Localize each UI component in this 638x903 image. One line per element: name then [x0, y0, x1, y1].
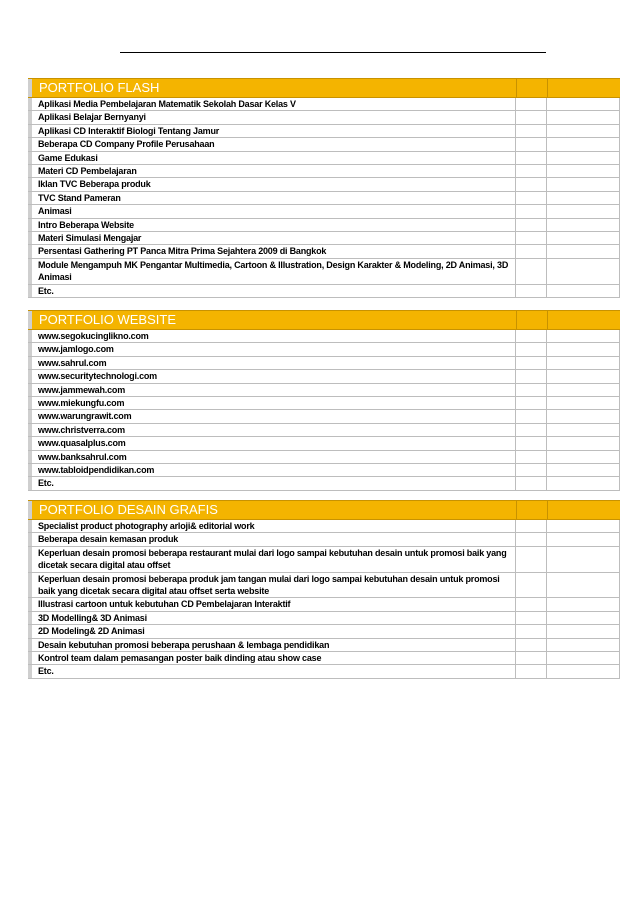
empty-cell: [547, 357, 619, 369]
table-row: [28, 665, 619, 678]
table-row: [28, 477, 619, 490]
empty-cell: [547, 232, 619, 244]
header-empty-cell: [547, 501, 620, 519]
table-row: [28, 370, 619, 383]
table-row: [28, 612, 619, 625]
top-divider-line: [120, 52, 546, 53]
portfolio-item: Intro Beberapa Website: [28, 219, 516, 231]
table-row: [28, 165, 619, 178]
section-portfolio-flash: [28, 78, 620, 298]
portfolio-item: www.securitytechnologi.com: [28, 370, 516, 382]
portfolio-item: 3D Modelling& 3D Animasi: [28, 612, 516, 624]
table-row: [28, 192, 619, 205]
table-row: [28, 219, 619, 232]
empty-cell: [547, 205, 619, 217]
portfolio-item: Etc.: [28, 477, 516, 489]
empty-cell: [547, 437, 619, 449]
empty-cell: [547, 111, 619, 123]
section-portfolio-desain-grafis: [28, 500, 620, 679]
portfolio-item: Animasi: [28, 205, 516, 217]
portfolio-item: Illustrasi cartoon untuk kebutuhan CD Pembelajaran Interaktif: [28, 598, 516, 610]
portfolio-item: www.miekungfu.com: [28, 397, 516, 409]
empty-cell: [516, 138, 547, 150]
portfolio-item: Keperluan desain promosi beberapa produk jam tangan mulai dari logo sampai kebutuhan desain untuk promosi baik yang dicetak secara digital atau offset serta website: [28, 573, 516, 598]
empty-cell: [516, 245, 547, 257]
empty-cell: [547, 245, 619, 257]
section-portfolio-website: [28, 310, 620, 491]
table-row: [28, 330, 619, 343]
table-row: [28, 639, 619, 652]
empty-cell: [547, 397, 619, 409]
table-row: [28, 424, 619, 437]
table-row: [28, 343, 619, 356]
empty-cell: [547, 370, 619, 382]
header-empty-cell: [516, 79, 547, 97]
portfolio-item: Iklan TVC Beberapa produk: [28, 178, 516, 190]
empty-cell: [516, 232, 547, 244]
empty-cell: [547, 330, 619, 342]
empty-cell: [547, 451, 619, 463]
empty-cell: [547, 343, 619, 355]
section-table: [28, 98, 620, 298]
table-row: [28, 437, 619, 450]
portfolio-item: Beberapa CD Company Profile Perusahaan: [28, 138, 516, 150]
empty-cell: [547, 477, 619, 489]
empty-cell: [547, 219, 619, 231]
table-row: [28, 125, 619, 138]
empty-cell: [516, 451, 547, 463]
empty-cell: [516, 111, 547, 123]
table-row: [28, 397, 619, 410]
empty-cell: [516, 370, 547, 382]
empty-cell: [547, 165, 619, 177]
portfolio-item: Aplikasi Belajar Bernyanyi: [28, 111, 516, 123]
section-header: [28, 500, 620, 520]
empty-cell: [547, 285, 619, 297]
portfolio-item: Etc.: [28, 665, 516, 677]
empty-cell: [516, 219, 547, 231]
empty-cell: [516, 178, 547, 190]
table-row: [28, 410, 619, 423]
portfolio-item: www.sahrul.com: [28, 357, 516, 369]
section-header: [28, 310, 620, 330]
empty-cell: [547, 625, 619, 637]
portfolio-item: www.jammewah.com: [28, 384, 516, 396]
empty-cell: [547, 652, 619, 664]
empty-cell: [547, 520, 619, 532]
empty-cell: [547, 98, 619, 110]
table-row: [28, 152, 619, 165]
section-header: [28, 78, 620, 98]
empty-cell: [547, 547, 619, 572]
empty-cell: [516, 259, 547, 284]
portfolio-item: TVC Stand Pameran: [28, 192, 516, 204]
portfolio-item: Materi Simulasi Mengajar: [28, 232, 516, 244]
portfolio-item: Materi CD Pembelajaran: [28, 165, 516, 177]
empty-cell: [547, 639, 619, 651]
portfolio-item: www.quasalplus.com: [28, 437, 516, 449]
empty-cell: [516, 598, 547, 610]
header-empty-cell: [547, 79, 620, 97]
table-row: [28, 357, 619, 370]
empty-cell: [516, 357, 547, 369]
table-row: [28, 232, 619, 245]
empty-cell: [516, 98, 547, 110]
table-row: [28, 520, 619, 533]
header-empty-cell: [516, 311, 547, 329]
empty-cell: [516, 573, 547, 598]
table-row: [28, 138, 619, 151]
empty-cell: [516, 547, 547, 572]
table-row: [28, 533, 619, 546]
portfolio-item: Aplikasi Media Pembelajaran Matematik Sekolah Dasar Kelas V: [28, 98, 516, 110]
empty-cell: [516, 464, 547, 476]
empty-cell: [547, 598, 619, 610]
empty-cell: [516, 125, 547, 137]
portfolio-item: Desain kebutuhan promosi beberapa perushaan & lembaga pendidikan: [28, 639, 516, 651]
table-row: [28, 259, 619, 285]
portfolio-item: Module Mengampuh MK Pengantar Multimedia, Cartoon & Illustration, Design Karakter & Modeling, 2D Animasi, 3D Animasi: [28, 259, 516, 284]
empty-cell: [516, 165, 547, 177]
portfolio-item: 2D Modeling& 2D Animasi: [28, 625, 516, 637]
empty-cell: [516, 397, 547, 409]
empty-cell: [516, 625, 547, 637]
portfolio-item: www.tabloidpendidikan.com: [28, 464, 516, 476]
empty-cell: [516, 639, 547, 651]
empty-cell: [516, 424, 547, 436]
empty-cell: [516, 477, 547, 489]
empty-cell: [547, 152, 619, 164]
table-row: [28, 285, 619, 298]
table-row: [28, 245, 619, 258]
empty-cell: [547, 384, 619, 396]
section-title: PORTFOLIO FLASH: [28, 79, 516, 97]
empty-cell: [547, 573, 619, 598]
header-empty-cell: [547, 311, 620, 329]
empty-cell: [516, 343, 547, 355]
section-table: [28, 330, 620, 491]
table-row: [28, 573, 619, 599]
table-row: [28, 598, 619, 611]
portfolio-item: Keperluan desain promosi beberapa restaurant mulai dari logo sampai kebutuhan desain untuk promosi baik yang dicetak secara digital atau offset: [28, 547, 516, 572]
empty-cell: [516, 384, 547, 396]
empty-cell: [516, 285, 547, 297]
empty-cell: [547, 612, 619, 624]
portfolio-item: Specialist product photography arloji& editorial work: [28, 520, 516, 532]
empty-cell: [547, 138, 619, 150]
empty-cell: [516, 533, 547, 545]
portfolio-item: Persentasi Gathering PT Panca Mitra Prima Sejahtera 2009 di Bangkok: [28, 245, 516, 257]
empty-cell: [547, 665, 619, 677]
empty-cell: [516, 612, 547, 624]
portfolio-item: www.christverra.com: [28, 424, 516, 436]
empty-cell: [516, 205, 547, 217]
empty-cell: [547, 464, 619, 476]
table-row: [28, 547, 619, 573]
portfolio-item: www.warungrawit.com: [28, 410, 516, 422]
empty-cell: [547, 424, 619, 436]
table-row: [28, 98, 619, 111]
empty-cell: [547, 410, 619, 422]
table-row: [28, 178, 619, 191]
empty-cell: [547, 259, 619, 284]
portfolio-item: Kontrol team dalam pemasangan poster baik dinding atau show case: [28, 652, 516, 664]
empty-cell: [516, 665, 547, 677]
portfolio-item: www.jamlogo.com: [28, 343, 516, 355]
table-row: [28, 625, 619, 638]
table-row: [28, 451, 619, 464]
section-table: [28, 520, 620, 679]
empty-cell: [516, 192, 547, 204]
empty-cell: [547, 533, 619, 545]
empty-cell: [516, 520, 547, 532]
empty-cell: [516, 152, 547, 164]
table-row: [28, 464, 619, 477]
empty-cell: [547, 178, 619, 190]
empty-cell: [516, 437, 547, 449]
table-row: [28, 111, 619, 124]
portfolio-item: Aplikasi CD Interaktif Biologi Tentang Jamur: [28, 125, 516, 137]
portfolio-item: Game Edukasi: [28, 152, 516, 164]
empty-cell: [516, 410, 547, 422]
portfolio-item: Etc.: [28, 285, 516, 297]
section-title: PORTFOLIO WEBSITE: [28, 311, 516, 329]
table-row: [28, 652, 619, 665]
empty-cell: [547, 192, 619, 204]
empty-cell: [516, 330, 547, 342]
portfolio-item: Beberapa desain kemasan produk: [28, 533, 516, 545]
portfolio-item: www.banksahrul.com: [28, 451, 516, 463]
section-title: PORTFOLIO DESAIN GRAFIS: [28, 501, 516, 519]
empty-cell: [547, 125, 619, 137]
portfolio-item: www.segokucinglikno.com: [28, 330, 516, 342]
empty-cell: [516, 652, 547, 664]
table-row: [28, 205, 619, 218]
table-row: [28, 384, 619, 397]
header-empty-cell: [516, 501, 547, 519]
